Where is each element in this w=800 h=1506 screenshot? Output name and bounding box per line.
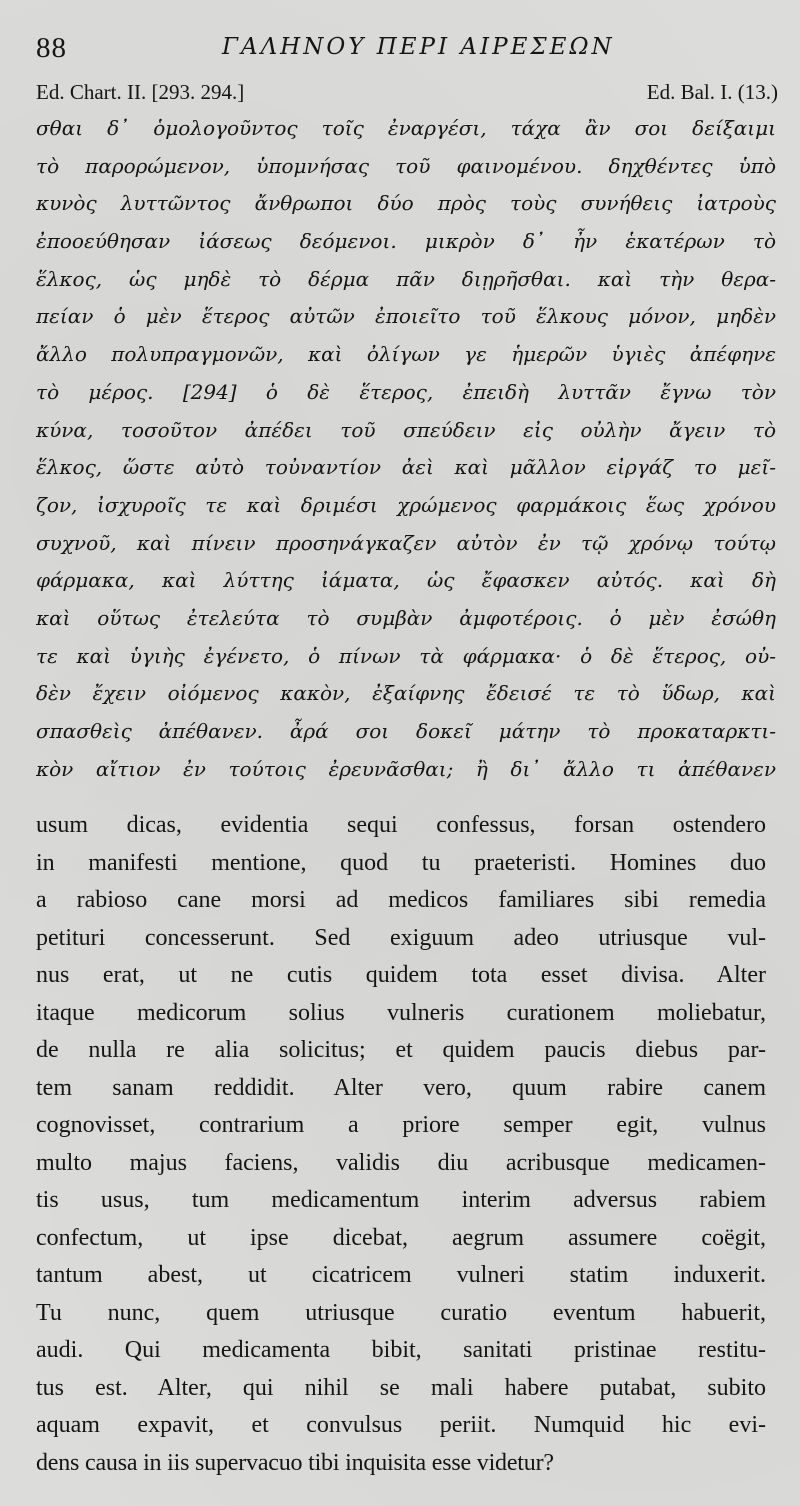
greek-line: καὶ οὕτως ἐτελεύτα τὸ συμβὰν ἀμφοτέροις. ὁ μὲν ἐσώθη [36, 605, 776, 630]
running-title: ΓΑΛΗΝΟΥ ΠΕΡΙ ΑΙΡΕΣΕΩΝ [222, 34, 615, 60]
greek-line: φάρμακα, καὶ λύττης ἰάματα, ὡς ἔφασκεν αὐτός. καὶ δὴ [36, 568, 776, 593]
greek-line: δὲν ἔχειν οἰόμενος κακὸν, ἐξαίφνης ἔδεισέ τε τὸ ὕδωρ, καὶ [36, 681, 776, 706]
latin-line: audi. Qui medicamenta bibit, sanitati pristinae restitu- [36, 1337, 766, 1363]
greek-line: σπασθεὶς ἀπέθανεν. ἆρά σοι δοκεῖ μάτην τὸ προκαταρκτι- [36, 719, 776, 743]
latin-line: itaque medicorum solius vulneris curationem moliebatur, [36, 999, 766, 1026]
greek-line: τὸ μέρος. [294] ὁ δὲ ἕτερος, ἐπειδὴ λυττᾶν ἔγνω τὸν [36, 379, 776, 404]
latin-line: a rabioso cane morsi ad medicos familiares sibi remedia [36, 887, 766, 913]
page-number: 88 [36, 32, 67, 64]
latin-line: de nulla re alia solicitus; et quidem paucis diebus par- [36, 1037, 766, 1063]
greek-line: ζον, ἰσχυροῖς τε καὶ δριμέσι χρώμενος φαρμάκοις ἕως χρόνου [36, 492, 776, 517]
latin-line: tis usus, tum medicamentum interim adversus rabiem [36, 1187, 766, 1213]
latin-line: cognovisset, contrarium a priore semper egit, vulnus [36, 1112, 766, 1138]
greek-line: συχνοῦ, καὶ πίνειν προσηνάγκαζεν αὐτὸν ἐν τῷ χρόνῳ τούτῳ [36, 530, 776, 555]
latin-line: tem sanam reddidit. Alter vero, quum rabire canem [36, 1074, 766, 1101]
greek-line: κυνὸς λυττῶντος ἄνθρωποι δύο πρὸς τοὺς συνήθεις ἰατροὺς [36, 191, 776, 216]
greek-line: κύνα, τοσοῦτον ἀπέδει τοῦ σπεύδειν εἰς οὐλὴν ἄγειν τὸ [36, 417, 776, 442]
latin-line: aquam expavit, et convulsus periit. Numquid hic evi- [36, 1412, 766, 1438]
latin-line: nus erat, ut ne cutis quidem tota esset divisa. Alter [36, 962, 766, 988]
latin-line: usum dicas, evidentia sequi confessus, forsan ostendero [36, 812, 766, 838]
latin-line: tus est. Alter, qui nihil se mali habere putabat, subito [36, 1374, 766, 1401]
greek-line: ἕλκος, ὥστε αὐτὸ τοὐναντίον ἀεὶ καὶ μᾶλλον εἰργάζ το μεῖ- [36, 455, 776, 480]
greek-line: κὸν αἴτιον ἐν τούτοις ἐρευνᾶσθαι; ἢ δι᾽ ἄλλο τι ἀπέθανεν [36, 756, 776, 781]
greek-line: ἄλλο πολυπραγμονῶν, καὶ ὀλίγων γε ἡμερῶν ὑγιὲς ἀπέφηνε [36, 342, 776, 367]
greek-line: σθαι δ᾽ ὁμολογοῦντος τοῖς ἐναργέσι, τάχα ἂν σοι δείξαιμι [36, 116, 776, 140]
greek-text-block [36, 110, 776, 788]
latin-line: Tu nunc, quem utriusque curatio eventum habuerit, [36, 1299, 766, 1326]
latin-text-block [36, 807, 766, 1482]
latin-line: multo majus faciens, validis diu acribusque medicamen- [36, 1149, 766, 1176]
greek-line: τε καὶ ὑγιὴς ἐγένετο, ὁ πίνων τὰ φάρμακα· ὁ δὲ ἕτερος, οὐ- [36, 643, 776, 668]
greek-line: πείαν ὁ μὲν ἕτερος αὐτῶν ἐποιεῖτο τοῦ ἕλκους μόνον, μηδὲν [36, 304, 776, 329]
greek-line: ἕλκος, ὡς μηδὲ τὸ δέρμα πᾶν διῃρῆσθαι. καὶ τὴν θερα- [36, 266, 776, 291]
greek-line: ἐποοεύθησαν ἰάσεως δεόμενοι. μικρὸν δ᾽ ἦν ἑκατέρων τὸ [36, 229, 776, 254]
latin-line: in manifesti mentione, quod tu praeteristi. Homines duo [36, 849, 766, 876]
page-header [36, 30, 770, 70]
edition-reference-line [36, 80, 778, 110]
latin-line: tantum abest, ut cicatricem vulneri statim induxerit. [36, 1262, 766, 1288]
edition-chartier-reference: Ed. Chart. II. [293. 294.] [36, 80, 245, 104]
edition-basel-reference: Ed. Bal. I. (13.) [646, 80, 778, 104]
latin-line: dens causa in iis supervacuo tibi inquisita esse videtur? [36, 1449, 554, 1476]
latin-line: confectum, ut ipse dicebat, aegrum assumere coëgit, [36, 1224, 766, 1251]
greek-line: τὸ παρορώμενον, ὑπομνήσας τοῦ φαινομένου. δηχθέντες ὑπὸ [36, 153, 776, 178]
latin-line: petituri concesserunt. Sed exiguum adeo utriusque vul- [36, 924, 766, 951]
